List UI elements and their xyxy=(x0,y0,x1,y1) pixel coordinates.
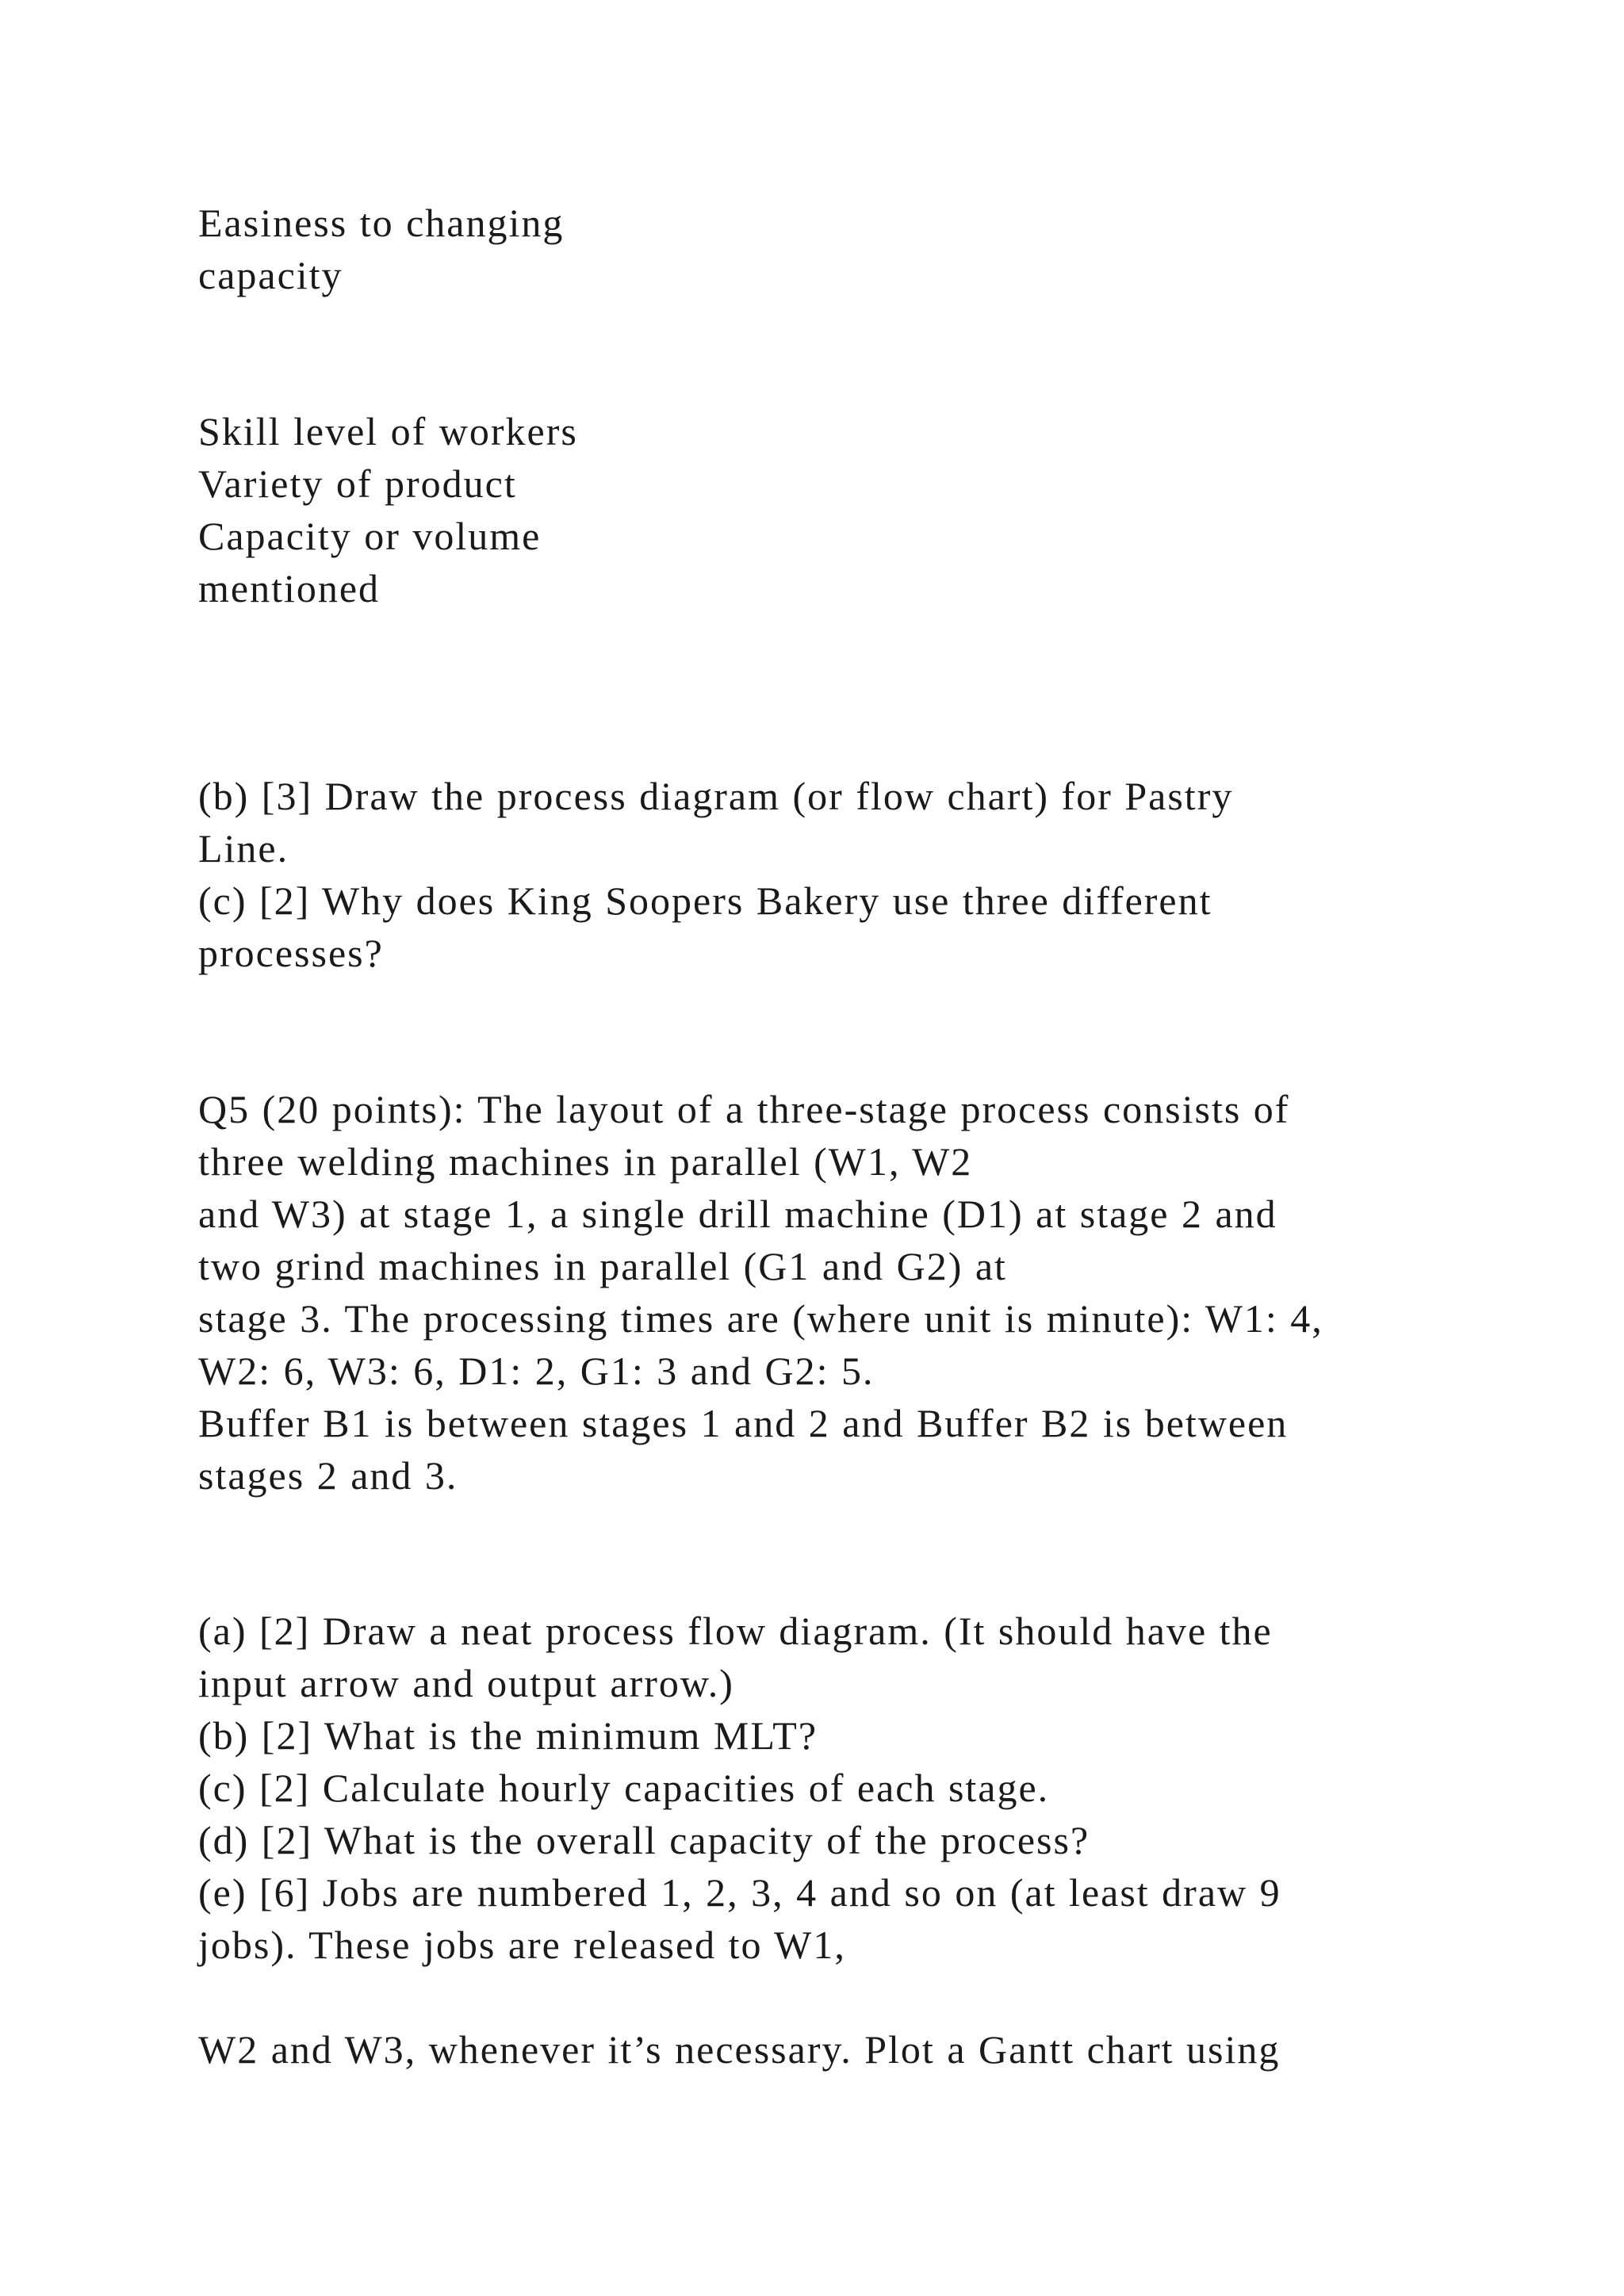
text-line: (b) [3] Draw the process diagram (or flow chart) for Pastry xyxy=(198,774,1234,818)
text-line: (b) [2] What is the minimum MLT? xyxy=(198,1713,818,1758)
text-line: three welding machines in parallel (W1, W2 xyxy=(198,1139,973,1184)
text-line: Variety of product xyxy=(198,461,517,506)
text-line: jobs). These jobs are released to W1, xyxy=(198,1923,846,1967)
text-line: (a) [2] Draw a neat process flow diagram. (It should have the xyxy=(198,1609,1273,1653)
text-line: input arrow and output arrow.) xyxy=(198,1661,734,1705)
text-line: capacity xyxy=(198,253,343,297)
text-line: Buffer B1 is between stages 1 and 2 and Buffer B2 is between xyxy=(198,1401,1289,1445)
text-line: Skill level of workers xyxy=(198,409,578,453)
text-line: Easiness to changing xyxy=(198,201,565,245)
text-line: (d) [2] What is the overall capacity of the process? xyxy=(198,1818,1090,1862)
text-line: mentioned xyxy=(198,566,381,610)
text-line: Line. xyxy=(198,826,289,871)
text-line: Capacity or volume xyxy=(198,514,542,558)
text-line: stages 2 and 3. xyxy=(198,1453,458,1498)
text-line: (c) [2] Calculate hourly capacities of each stage. xyxy=(198,1766,1050,1810)
text-line: W2: 6, W3: 6, D1: 2, G1: 3 and G2: 5. xyxy=(198,1349,875,1393)
text-line: Q5 (20 points): The layout of a three-stage process consists of xyxy=(198,1087,1290,1131)
text-line: and W3) at stage 1, a single drill machine (D1) at stage 2 and xyxy=(198,1192,1277,1236)
text-line: two grind machines in parallel (G1 and G2) at xyxy=(198,1244,1007,1288)
text-line: (e) [6] Jobs are numbered 1, 2, 3, 4 and so on (at least draw 9 xyxy=(198,1870,1281,1915)
text-line: W2 and W3, whenever it’s necessary. Plot a Gantt chart using xyxy=(198,2027,1281,2072)
text-line: processes? xyxy=(198,931,384,975)
text-line: stage 3. The processing times are (where unit is minute): W1: 4, xyxy=(198,1296,1323,1341)
text-line: (c) [2] Why does King Soopers Bakery use three different xyxy=(198,878,1212,923)
